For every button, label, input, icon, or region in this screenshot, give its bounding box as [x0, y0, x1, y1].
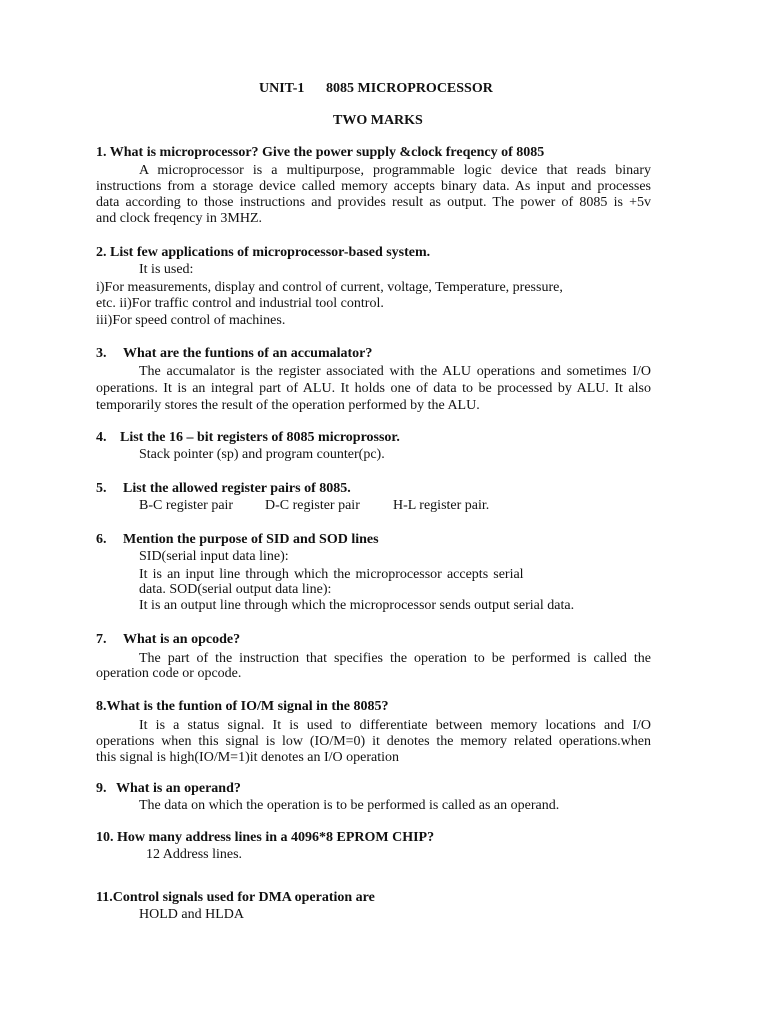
- answer-3-line-3: temporarily stores the result of the operation performed by the ALU.: [96, 398, 480, 413]
- answer-3-line-2: operations. It is an integral part of ALU. It holds one of data to be processed by ALU. It also: [96, 381, 651, 396]
- answer-1-line-3: data according to those instructions and provides result as output. The power of 8085 is +5v: [96, 195, 651, 210]
- answer-1-line-1: A microprocessor is a multipurpose, programmable logic device that reads binary: [139, 163, 651, 178]
- section-title: TWO MARKS: [333, 113, 423, 128]
- question-9: What is an operand?: [116, 781, 241, 796]
- register-pair-hl: H-L register pair.: [393, 498, 490, 513]
- question-1: 1. What is microprocessor? Give the power supply &clock freqency of 8085: [96, 145, 545, 160]
- question-6: Mention the purpose of SID and SOD lines: [123, 532, 379, 547]
- answer-7-line-1: The part of the instruction that specifies the operation to be performed is called the: [139, 651, 651, 666]
- question-11: 11.Control signals used for DMA operation are: [96, 890, 375, 905]
- register-pair-dc: D-C register pair: [265, 498, 360, 513]
- answer-7-line-2: operation code or opcode.: [96, 666, 242, 681]
- question-8: 8.What is the funtion of IO/M signal in the 8085?: [96, 699, 389, 714]
- question-3: What are the funtions of an accumalator?: [123, 346, 373, 361]
- answer-6-line-4: It is an output line through which the microprocessor sends output serial data.: [139, 598, 575, 613]
- answer-2-line-2: i)For measurements, display and control of current, voltage, Temperature, pressure,: [96, 280, 563, 295]
- question-5: List the allowed register pairs of 8085.: [123, 481, 351, 496]
- answer-8-line-2: operations when this signal is low (IO/M=0) it denotes the memory related operations.when: [96, 734, 651, 749]
- question-7: What is an opcode?: [123, 632, 241, 647]
- question-5-number: 5.: [96, 481, 107, 496]
- unit-label: UNIT-1: [259, 81, 305, 96]
- answer-6-line-2: It is an input line through which the microprocessor accepts serial: [139, 567, 524, 582]
- question-7-number: 7.: [96, 632, 107, 647]
- answer-8-line-1: It is a status signal. It is used to differentiate between memory locations and I/O: [139, 718, 651, 733]
- question-2: 2. List few applications of microprocessor-based system.: [96, 245, 431, 260]
- page-title: 8085 MICROPROCESSOR: [326, 81, 493, 96]
- answer-10: 12 Address lines.: [146, 847, 243, 862]
- answer-6-line-1: SID(serial input data line):: [139, 549, 289, 564]
- answer-9: The data on which the operation is to be performed is called as an operand.: [139, 798, 560, 813]
- answer-1-line-2: instructions from a storage device called memory accepts binary data. As input and processes: [96, 179, 651, 194]
- question-4-number: 4.: [96, 430, 107, 445]
- register-pair-bc: B-C register pair: [139, 498, 234, 513]
- question-3-number: 3.: [96, 346, 107, 361]
- answer-1-line-4: and clock freqency in 3MHZ.: [96, 211, 262, 226]
- answer-2-line-1: It is used:: [139, 262, 194, 277]
- answer-6-line-3: data. SOD(serial output data line):: [139, 582, 332, 597]
- answer-8-line-3: this signal is high(IO/M=1)it denotes an I/O operation: [96, 750, 400, 765]
- question-10: 10. How many address lines in a 4096*8 EPROM CHIP?: [96, 830, 435, 845]
- question-4: List the 16 – bit registers of 8085 microprossor.: [120, 430, 400, 445]
- answer-2-line-4: iii)For speed control of machines.: [96, 313, 286, 328]
- question-6-number: 6.: [96, 532, 107, 547]
- question-9-number: 9.: [96, 781, 107, 796]
- answer-4: Stack pointer (sp) and program counter(pc).: [139, 447, 385, 462]
- answer-2-line-3: etc. ii)For traffic control and industrial tool control.: [96, 296, 384, 311]
- answer-3-line-1: The accumalator is the register associated with the ALU operations and sometimes I/O: [139, 364, 651, 379]
- answer-11: HOLD and HLDA: [139, 907, 244, 922]
